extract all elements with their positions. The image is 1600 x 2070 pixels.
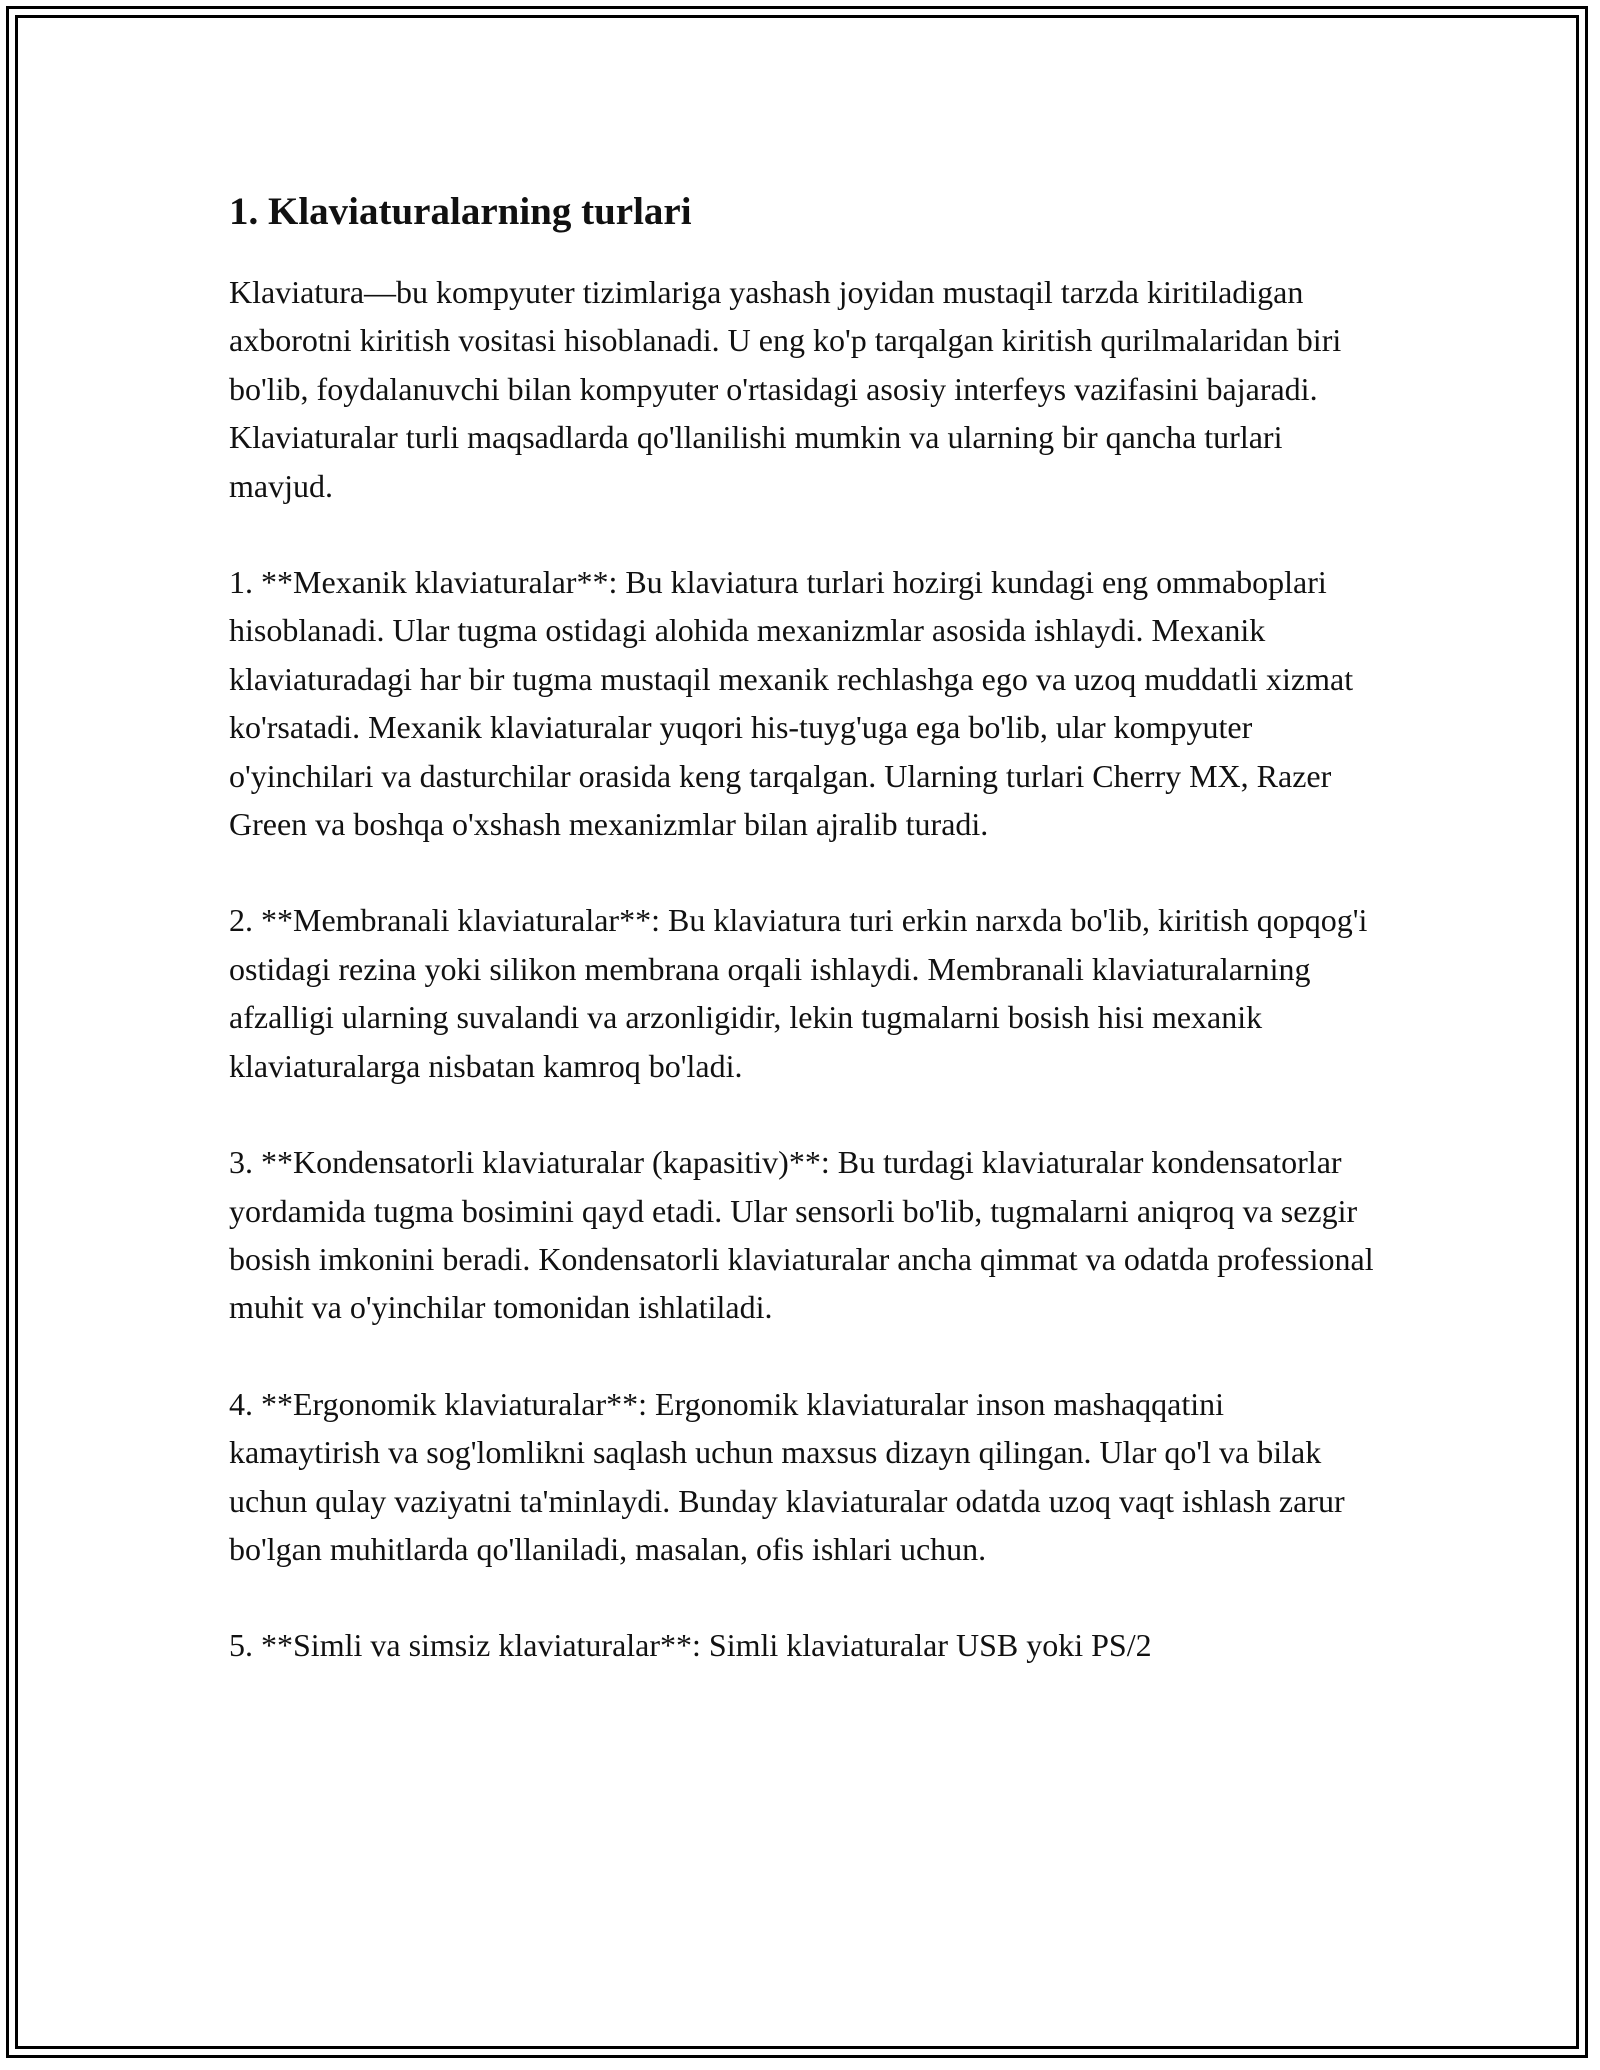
paragraph-mechanical: 1. **Mexanik klaviaturalar**: Bu klaviatura turlari hozirgi kundagi eng ommaboplari hisoblanadi. Ular tugma ostidagi alohida mexanizmlar asosida ishlaydi. Mexanik klaviaturadagi har bir tugma mustaqil mexanik rechlashga ego va uzoq muddatli xizmat ko'rsatadi. Mexanik klaviaturalar yuqori his-tuyg'uga ega bo'lib, ular kompyuter o'yinchilari va dasturchilar orasida keng tarqalgan. Ularning turlari Cherry MX, Razer Green va boshqa o'xshash mexanizmlar bilan ajralib turadi.	[229, 564, 1354, 843]
paragraph-wired-wireless: 5. **Simli va simsiz klaviaturalar**: Simli klaviaturalar USB yoki PS/2	[229, 1627, 1152, 1664]
paragraph-capacitive: 3. **Kondensatorli klaviaturalar (kapasitiv)**: Bu turdagi klaviaturalar kondensatorlar yordamida tugma bosimini qayd etadi. Ular sensorli bo'lib, tugmalarni aniqroq va sezgir bosish imkonini beradi. Kondensatorli klaviaturalar ancha qimmat va odatda professional muhit va o'yinchilar tomonidan ishlatiladi.	[229, 1144, 1374, 1326]
document-title: 1. Klaviaturalarning turlari	[229, 190, 692, 233]
paragraph-intro: Klaviatura—bu kompyuter tizimlariga yashash joyidan mustaqil tarzda kiritiladigan axborotni kiritish vositasi hisoblanadi. U eng ko'p tarqalgan kiritish qurilmalaridan biri bo'lib, foydalanuvchi bilan kompyuter o'rtasidagi asosiy interfeys vazifasini bajaradi. Klaviaturalar turli maqsadlarda qo'llanilishi mumkin va ularning bir qancha turlari mavjud.	[229, 274, 1342, 504]
paragraph-membrane: 2. **Membranali klaviaturalar**: Bu klaviatura turi erkin narxda bo'lib, kiritish qopqog'i ostidagi rezina yoki silikon membrana orqali ishlaydi. Membranali klaviaturalarning afzalligi ularning suvalandi va arzonligidir, lekin tugmalarni bosish hisi mexanik klaviaturalarga nisbatan kamroq bo'ladi.	[229, 902, 1368, 1084]
document-body	[229, 182, 1379, 1718]
paragraph-ergonomic: 4. **Ergonomik klaviaturalar**: Ergonomik klaviaturalar inson mashaqqatini kamaytirish va sog'lomlikni saqlash uchun maxsus dizayn qilingan. Ular qo'l va bilak uchun qulay vaziyatni ta'minlaydi. Bunday klaviaturalar odatda uzoq vaqt ishlash zarur bo'lgan muhitlarda qo'llaniladi, masalan, ofis ishlari uchun.	[229, 1385, 1345, 1567]
